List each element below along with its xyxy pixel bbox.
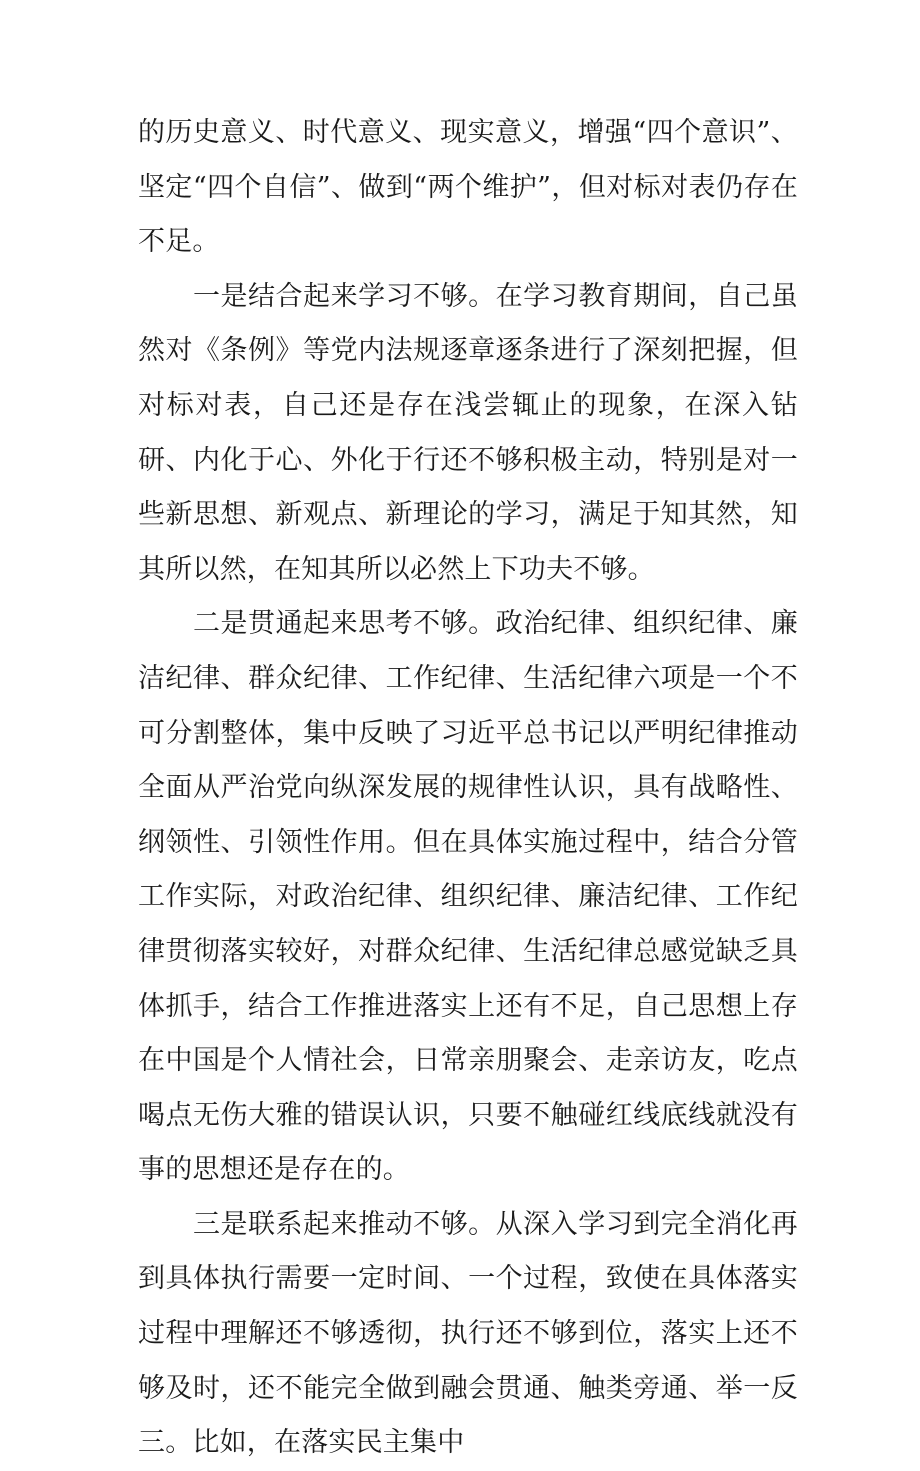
paragraph-continuation: 的历史意义、时代意义、现实意义，增强“四个意识”、坚定“四个自信”、做到“两个维护”，但对标对表仍存在不足。	[138, 117, 798, 258]
document-body	[138, 106, 798, 1471]
paragraph-item-three: 三是联系起来推动不够。从深入学习到完全消化再到具体执行需要一定时间、一个过程，致使在具体落实过程中理解还不够透彻，执行还不够到位，落实上还不够及时，还不能完全做到融会贯通、触类旁通、举一反三。比如，在落实民主集中	[138, 1208, 798, 1459]
paragraph-item-two: 二是贯通起来思考不够。政治纪律、组织纪律、廉洁纪律、群众纪律、工作纪律、生活纪律六项是一个不可分割整体，集中反映了习近平总书记以严明纪律推动全面从严治党向纵深发展的规律性认识，具有战略性、纲领性、引领性作用。但在具体实施过程中，结合分管工作实际，对政治纪律、组织纪律、廉洁纪律、工作纪律贯彻落实较好，对群众纪律、生活纪律总感觉缺乏具体抓手，结合工作推进落实上还有不足，自己思想上存在中国是个人情社会，日常亲朋聚会、走亲访友，吃点喝点无伤大雅的错误认识，只要不触碰红线底线就没有事的思想还是存在的。	[138, 608, 798, 1186]
paragraph-item-one: 一是结合起来学习不够。在学习教育期间，自己虽然对《条例》等党内法规逐章逐条进行了深刻把握，但对标对表，自己还是存在浅尝辄止的现象，在深入钻研、内化于心、外化于行还不够积极主动，特别是对一些新思想、新观点、新理论的学习，满足于知其然，知其所以然，在知其所以必然上下功夫不够。	[138, 280, 798, 585]
